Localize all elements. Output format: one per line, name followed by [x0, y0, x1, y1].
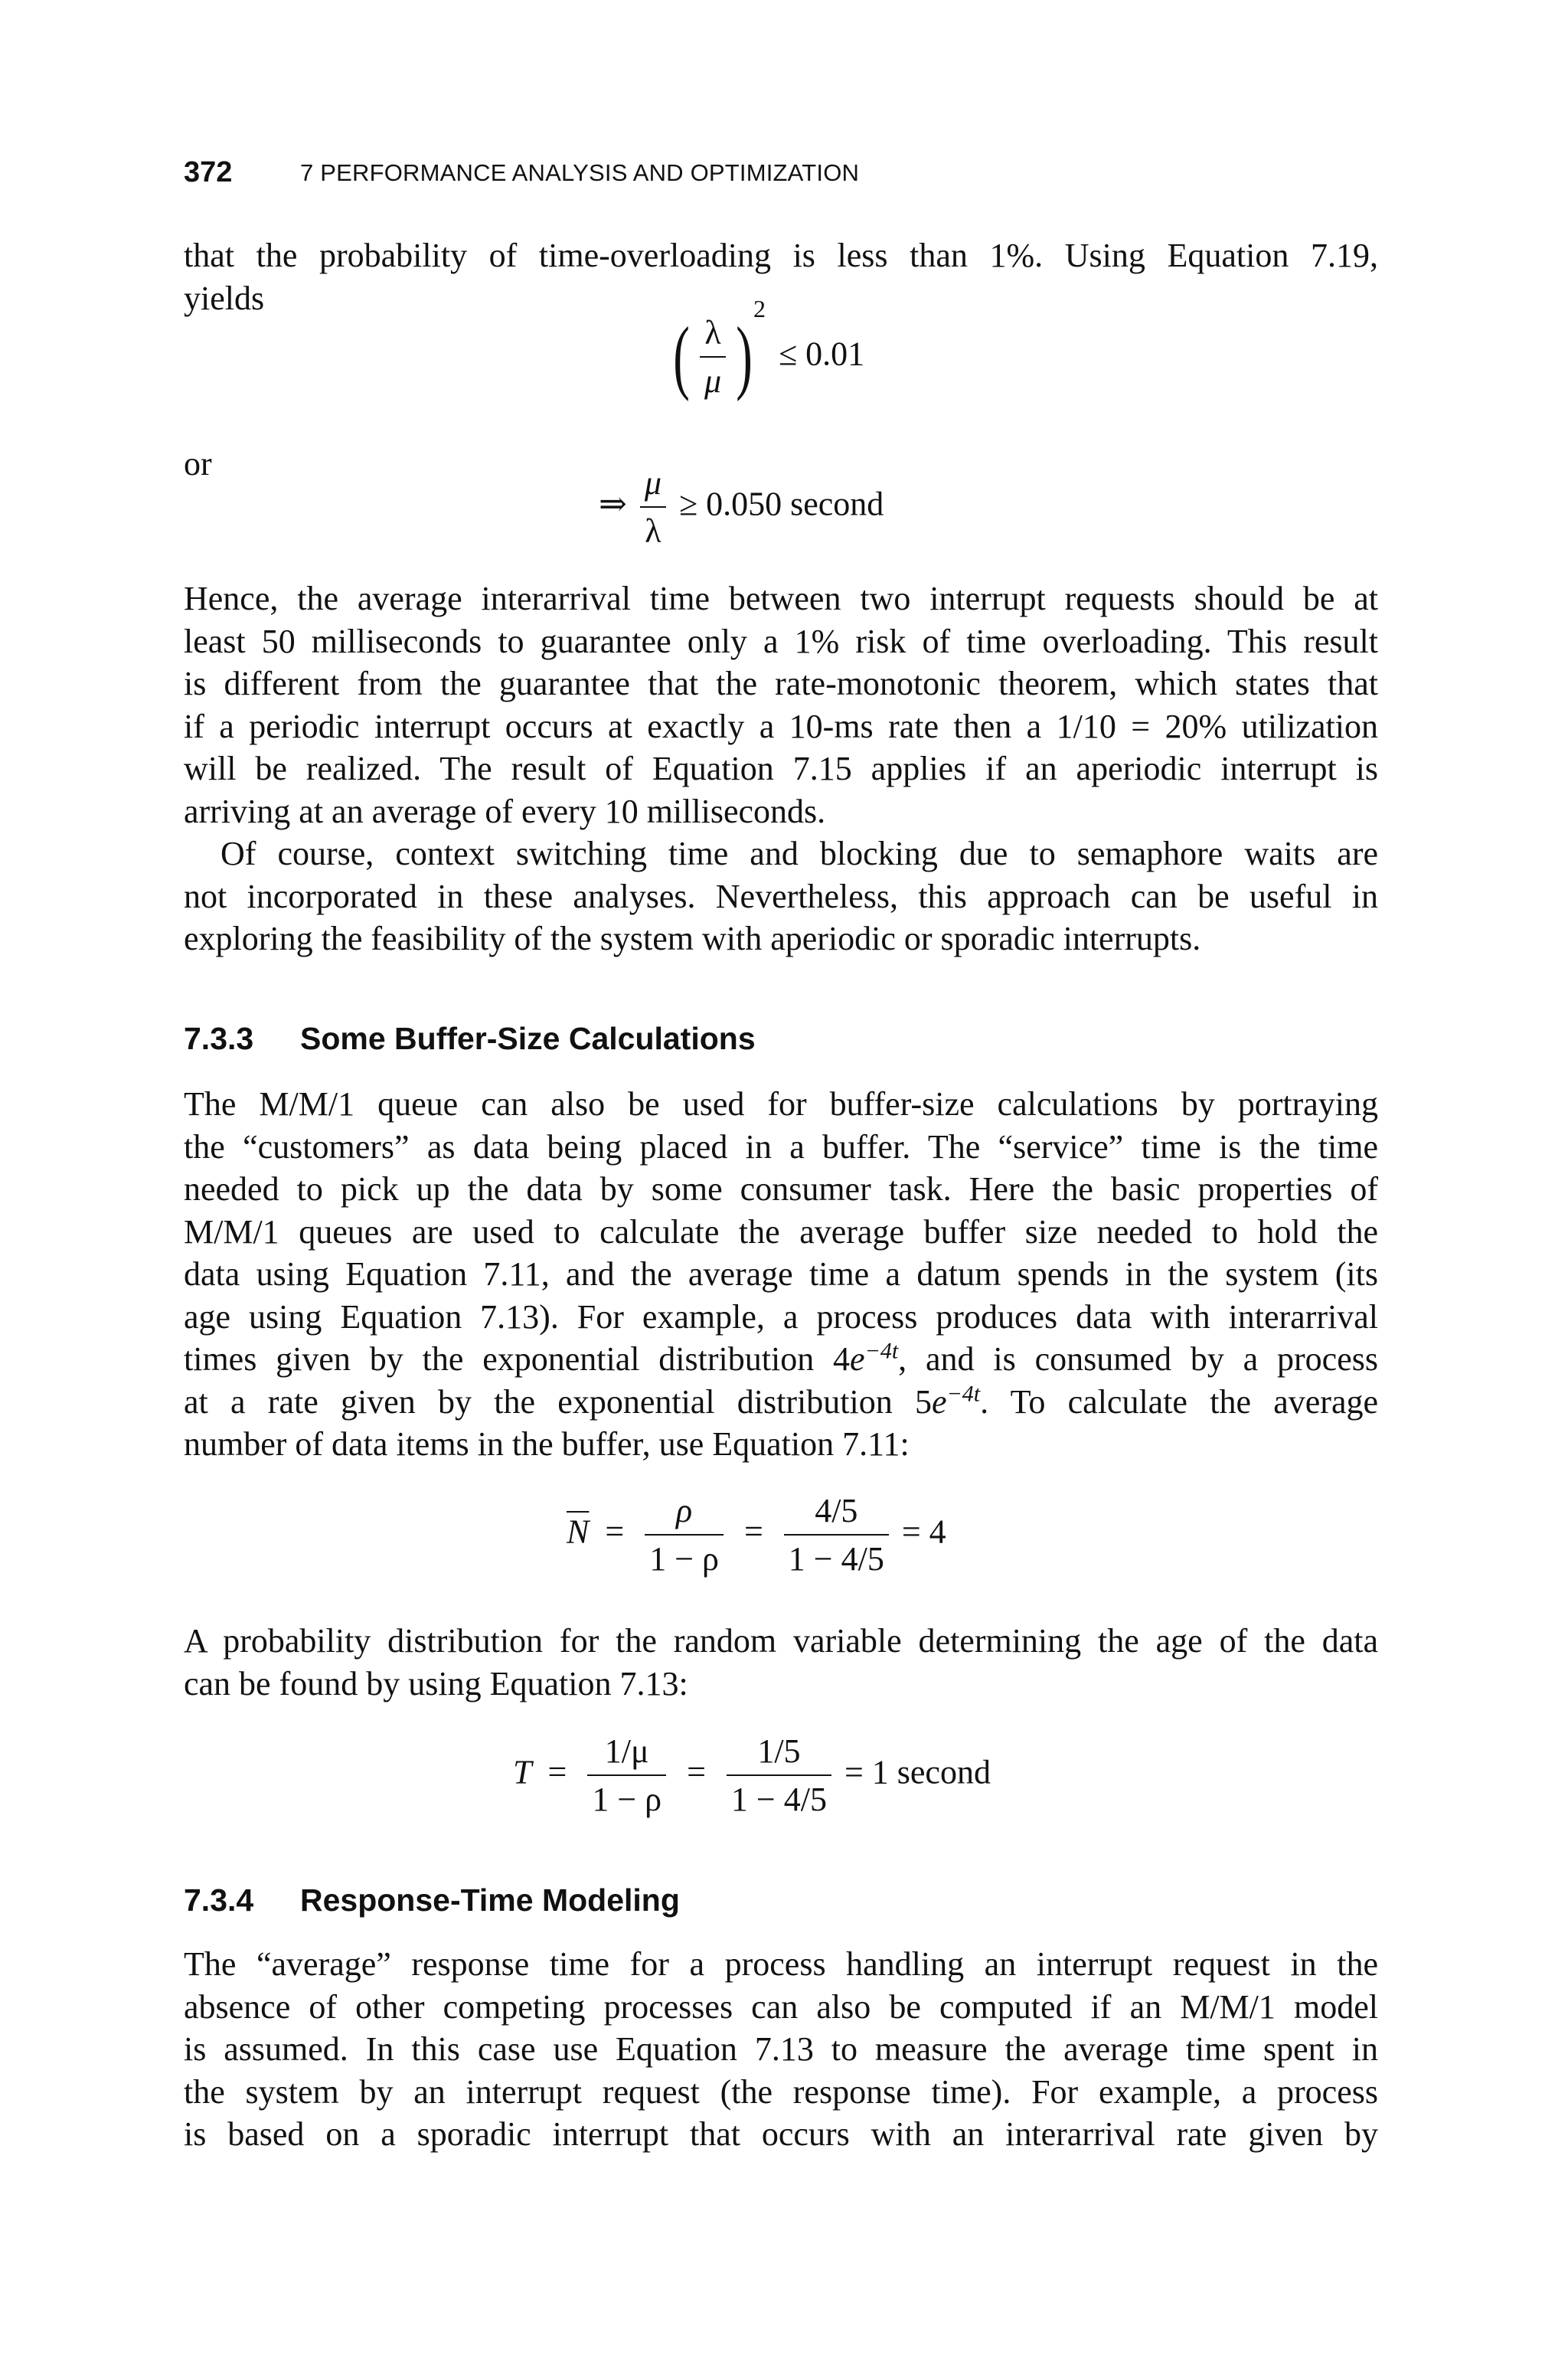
math-exponent: −4t: [864, 1338, 899, 1364]
text-line: data using Equation 7.11, and the average time a datum spends in the system (its: [184, 1255, 1378, 1293]
paragraph-buffer-size: [184, 1083, 1378, 1466]
text-line: if a periodic interrupt occurs at exactly a 10-ms rate then a 1/10 = 20% utilization: [184, 707, 1378, 745]
equation-data-age: [513, 1732, 991, 1819]
implies-symbol: ⇒: [599, 485, 627, 523]
paragraph-intro: [184, 234, 1378, 319]
right-paren: ): [736, 311, 753, 403]
text-line: [184, 1381, 1378, 1424]
equals-sign: =: [605, 1513, 625, 1551]
text-line: can be found by using Equation 7.13:: [184, 1664, 688, 1702]
denominator: 1 − 4/5: [730, 1781, 827, 1819]
running-head: 7 PERFORMANCE ANALYSIS AND OPTIMIZATION: [300, 159, 860, 186]
text-line: number of data items in the buffer, use Equation 7.11:: [184, 1425, 910, 1463]
equals-sign: =: [687, 1753, 706, 1791]
text-line: is based on a sporadic interrupt that occurs with an interarrival rate given by: [184, 2115, 1378, 2153]
denominator: 1 − ρ: [592, 1781, 662, 1819]
denominator: λ: [645, 512, 662, 551]
paragraph-context-switching: [184, 832, 1378, 960]
text-line: age using Equation 7.13). For example, a process produces data with interarrival: [184, 1297, 1378, 1336]
section-title: Response-Time Modeling: [300, 1882, 680, 1918]
fraction-values: [727, 1732, 831, 1819]
equation-interarrival-bound: [599, 464, 884, 551]
paragraph-response-time: [184, 1943, 1378, 2156]
text-line: the system by an interrupt request (the response time). For example, a process: [184, 2072, 1378, 2111]
text-line: arriving at an average of every 10 milliseconds.: [184, 792, 826, 830]
equals-sign: =: [743, 1513, 763, 1551]
section-number: 7.3.3: [184, 1021, 254, 1056]
text-line: M/M/1 queues are used to calculate the average buffer size needed to hold the: [184, 1212, 1378, 1251]
n-bar: $\overline{N}$: [567, 1513, 590, 1551]
equation-buffer-size: [567, 1492, 946, 1578]
connector-or: or: [184, 445, 212, 482]
equals-sign: =: [547, 1753, 567, 1791]
numerator: 4/5: [784, 1492, 889, 1536]
paragraph-age-distribution: [184, 1620, 1378, 1705]
fraction-lambda-over-mu: [700, 314, 726, 401]
fraction-values: [784, 1492, 889, 1578]
numerator: μ: [640, 464, 666, 508]
numerator: ρ: [645, 1492, 724, 1536]
text-line: [184, 1338, 1378, 1381]
page-number: 372: [184, 156, 233, 188]
fraction-rho: [645, 1492, 724, 1578]
paragraph-result: [184, 577, 1378, 832]
text-line: absence of other competing processes can also be computed if an M/M/1 model: [184, 1987, 1378, 2026]
math-e: e: [931, 1382, 947, 1421]
equation-rhs: ≤ 0.01: [779, 335, 865, 373]
section-heading-7-3-3: [184, 1019, 756, 1058]
numerator: 1/5: [727, 1732, 831, 1776]
fraction-service: [587, 1732, 666, 1819]
math-exponent: −4t: [946, 1380, 981, 1406]
section-heading-7-3-4: [184, 1880, 680, 1920]
left-paren: (: [673, 311, 690, 403]
numerator: 1/μ: [587, 1732, 666, 1776]
denominator: μ: [704, 362, 722, 401]
text-line: will be realized. The result of Equation 7.15 applies if an aperiodic interrupt is: [184, 750, 1378, 787]
text-line: The “average” response time for a process handling an interrupt request in the: [184, 1945, 1378, 1983]
text-line: the “customers” as data being placed in a buffer. The “service” time is the time: [184, 1127, 1378, 1166]
section-number: 7.3.4: [184, 1882, 254, 1918]
text-segment: at a rate given by the exponential distribution 5: [184, 1382, 932, 1421]
text-line: is assumed. In this case use Equation 7.13 to measure the average time spent in: [184, 2030, 1378, 2068]
text-line: is different from the guarantee that the rate-monotonic theorem, which states that: [184, 665, 1378, 702]
text-line: least 50 milliseconds to guarantee only a 1% risk of time overloading. This result: [184, 622, 1378, 660]
equation-probability-bound: [668, 295, 865, 403]
exponent: 2: [753, 295, 766, 323]
equation-result: = 1 second: [844, 1753, 991, 1791]
text-line: exploring the feasibility of the system with aperiodic or sporadic interrupts.: [184, 920, 1201, 957]
denominator: 1 − ρ: [649, 1540, 719, 1578]
equation-result: = 4: [901, 1513, 946, 1551]
variable-t: T: [513, 1753, 532, 1791]
text-line: Hence, the average interarrival time between two interrupt requests should be at: [184, 580, 1378, 617]
fraction-mu-over-lambda: [640, 464, 666, 551]
text-segment: times given by the exponential distribution 4: [184, 1340, 851, 1378]
text-segment: . To calculate the average: [980, 1382, 1379, 1421]
text-segment: , and is consumed by a process: [898, 1340, 1378, 1378]
text-line: The M/M/1 queue can also be used for buffer-size calculations by portraying: [184, 1085, 1378, 1123]
text-line: Of course, context switching time and blocking due to semaphore waits are: [220, 835, 1378, 872]
denominator: 1 − 4/5: [788, 1540, 884, 1578]
text-line: needed to pick up the data by some consumer task. Here the basic properties of: [184, 1170, 1378, 1208]
page-header: [184, 153, 1378, 196]
text-line: not incorporated in these analyses. Nevertheless, this approach can be useful in: [184, 877, 1378, 915]
text-line: A probability distribution for the random variable determining the age of the data: [184, 1622, 1378, 1660]
section-title: Some Buffer-Size Calculations: [300, 1021, 756, 1056]
math-e: e: [850, 1340, 865, 1378]
equation-rhs: ≥ 0.050 second: [678, 485, 884, 523]
text-line: that the probability of time-overloading is less than 1%. Using Equation 7.19,: [184, 237, 1378, 274]
text-line: yields: [184, 279, 265, 317]
numerator: λ: [700, 314, 726, 358]
